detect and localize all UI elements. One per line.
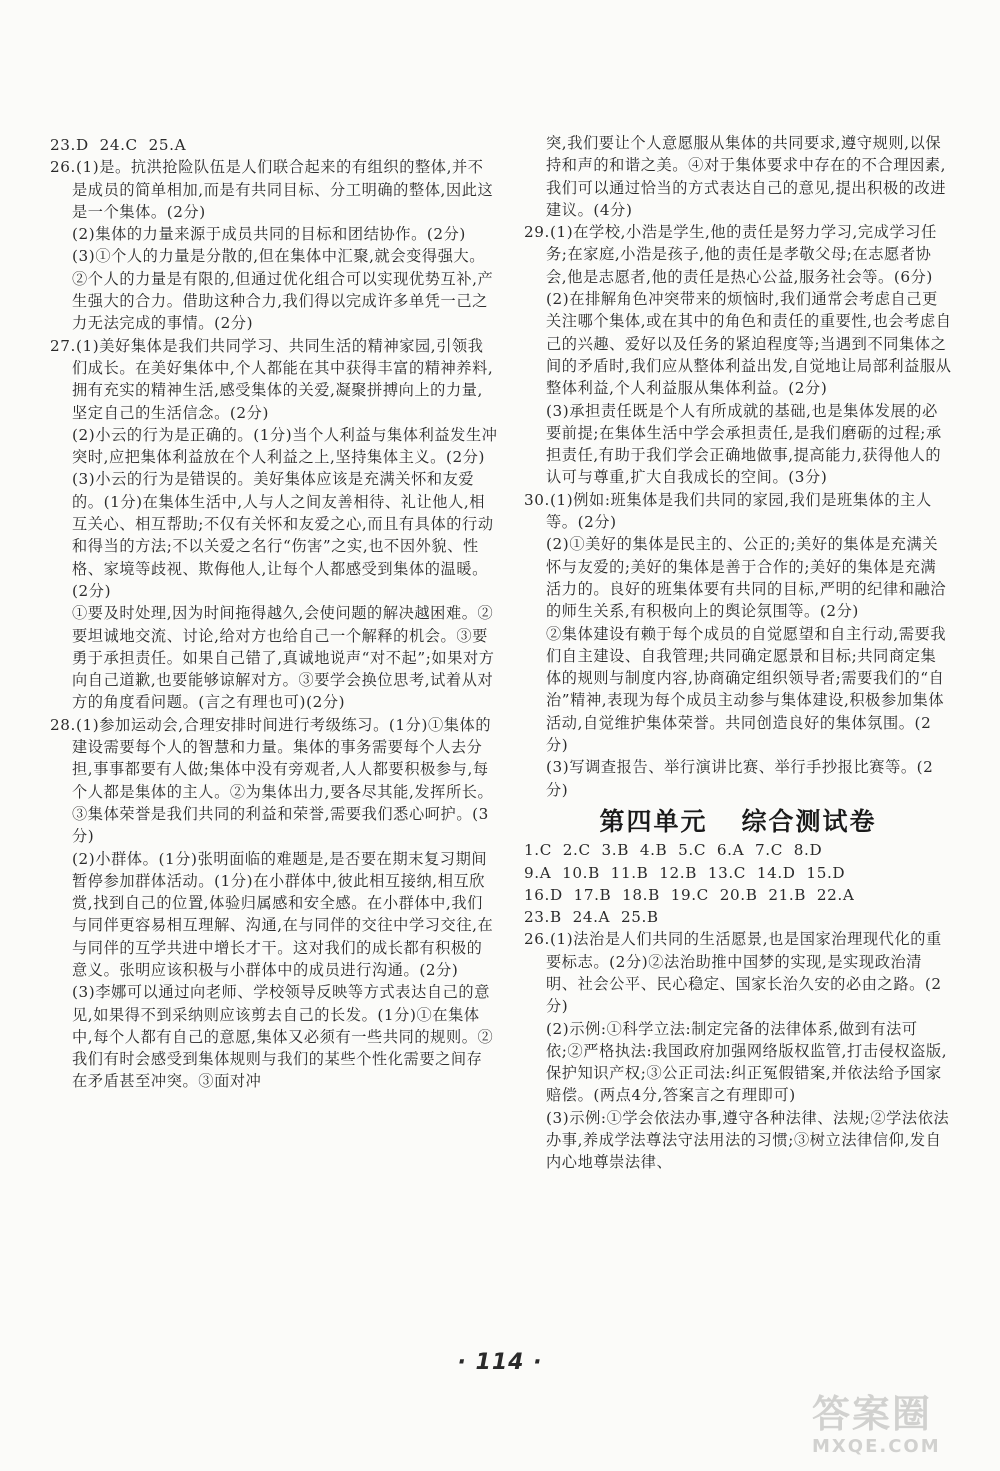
answer-row: 9.A 10.B 11.B 12.B 13.C 14.D 15.D	[524, 863, 846, 882]
answer-paragraph: (3)示例:①学会依法办事,遵守各种法律、法规;②学法依法办事,养成学法尊法守法用法的习惯;③树立法律信仰,发自内心地尊崇法律、	[546, 1108, 950, 1172]
answer-paragraph: ①要及时处理,因为时间拖得越久,会使问题的解决越困难。②要坦诚地交流、讨论,给对方也给自己一个解释的机会。③要勇于承担责任。如果自己错了,真诚地说声“对不起”;如果对方向自己道歉,也要能够谅解对方。③要学会换位思考,试着从对方的角度看问题。(言之有理也可)(2分)	[72, 604, 495, 712]
answer-paragraph: (2)小群体。(1分)张明面临的难题是,是否要在期末复习期间暂停参加群体活动。(1分)在小群体中,彼此相互接纳,相互欣赏,找到自己的位置,体验归属感和安全感。在小群体中,我们与同伴更容易相互理解、沟通,在与同伴的交往中学习交往,在与同伴的互学共进中增长才干。这对我们的成长都有积极的意义。张明应该积极与小群体中的成员进行沟通。(2分)	[72, 849, 494, 979]
answer-paragraph: (2)集体的力量来源于成员共同的目标和团结协作。(2分)	[72, 225, 466, 244]
right-column-answers-2	[524, 928, 952, 1173]
answer-paragraph: (3)小云的行为是错误的。美好集体应该是充满关怀和友爱的。(1分)在集体生活中,人与人之间友善相待、礼让他人,相互关心、相互帮助;不仅有关怀和友爱之心,而且有具体的行动和得当的方法;不以关爱之名行“伤害”之实,也不因外貌、性格、家境等歧视、欺侮他人,让每个人都感受到集体的温暖。(2分)	[72, 470, 494, 600]
right-column	[524, 132, 952, 1174]
unit-title	[524, 806, 952, 836]
answer-paragraph: ②集体建设有赖于每个成员的自觉愿望和自主行动,需要我们自主建设、自我管理;共同确定愿景和目标;共同商定集体的规则与制度内容,协商确定组织领导者;需要我们的“自治”精神,表现为每个成员主动参与集体建设,积极参加集体活动,自觉维护集体荣誉。共同创造良好的集体氛围。(2分)	[546, 624, 947, 755]
multiple-choice-answers	[524, 839, 952, 928]
right-column-answers	[524, 132, 952, 801]
unit-title-part2: 综合测试卷	[741, 806, 877, 836]
answer-row: 1.C 2.C 3.B 4.B 5.C 6.A 7.C 8.D	[524, 841, 823, 860]
watermark-logo: 答案圈	[812, 1392, 933, 1436]
answer-row: 23.B 24.A 25.B	[524, 908, 659, 927]
watermark	[812, 1392, 992, 1464]
answer-paragraph: 23.D 24.C 25.A	[50, 136, 187, 154]
answer-row: 16.D 17.B 18.B 19.C 20.B 21.B 22.A	[524, 885, 855, 904]
answer-paragraph: (3)写调查报告、举行演讲比赛、举行手抄报比赛等。(2分)	[546, 758, 934, 799]
answer-paragraph: (3)承担责任既是个人有所成就的基础,也是集体发展的必要前提;在集体生活中学会承担责任,是我们磨砺的过程;承担责任,有助于我们学会正确地做事,提高能力,获得他人的认可与尊重,扩大自我成长的空间。(3分)	[546, 401, 942, 487]
answer-paragraph: (2)在排解角色冲突带来的烦恼时,我们通常会考虑自己更关注哪个集体,或在其中的角色和责任的重要性,也会考虑自己的兴趣、爱好以及任务的紧迫程度等;当遇到不同集体之间的矛盾时,我们应从整体利益出发,自觉地让局部利益服从整体利益,个人利益服从集体利益。(2分)	[546, 290, 952, 398]
watermark-url: MXQE.COM	[812, 1436, 941, 1457]
unit-title-part1: 第四单元	[599, 806, 708, 836]
left-column	[50, 134, 498, 1093]
answer-paragraph: (3)①个人的力量是分散的,但在集体中汇聚,就会变得强大。②个人的力量是有限的,但通过优化组合可以实现优势互补,产生强大的合力。借助这种合力,我们得以完成许多单凭一己之力无法完成的事情。(2分)	[72, 247, 494, 333]
answer-paragraph: 27.(1)美好集体是我们共同学习、共同生活的精神家园,引领我们成长。在美好集体中,个人都能在其中获得丰富的精神养料,拥有充实的精神生活,感受集体的关爱,凝聚拼搏向上的力量,坚定自己的生活信念。(2分)	[50, 336, 494, 422]
answer-paragraph: (2)小云的行为是正确的。(1分)当个人利益与集体利益发生冲突时,应把集体利益放在个人利益之上,坚持集体主义。(2分)	[72, 425, 498, 467]
answer-paragraph: 突,我们要让个人意愿服从集体的共同要求,遵守规则,以保持和声的和谐之美。④对于集体要求中存在的不合理因素,我们可以通过恰当的方式表达自己的意见,提出积极的改进建议。(4分)	[546, 134, 947, 219]
answer-paragraph: (2)①美好的集体是民主的、公正的;美好的集体是充满关怀与友爱的;美好的集体是善于合作的;美好的集体是充满活力的。良好的班集体要有共同的目标,严明的纪律和融洽的师生关系,有积极向上的舆论氛围等。(2分)	[546, 535, 947, 621]
answer-paragraph: (2)示例:①科学立法:制定完备的法律体系,做到有法可依;②严格执法:我国政府加强网络版权监管,打击侵权盗版,保护知识产权;③公正司法:纠正冤假错案,并依法给予国家赔偿。(两点4分,答案言之有理即可)	[546, 1019, 948, 1105]
page-number: · 114 ·	[457, 1350, 543, 1375]
answer-paragraph: 28.(1)参加运动会,合理安排时间进行考级练习。(1分)①集体的建设需要每个人的智慧和力量。集体的事务需要每个人去分担,事事都要有人做;集体中没有旁观者,人人都要积极参与,每个人都是集体的主人。②为集体出力,要各尽其能,发挥所长。③集体荣誉是我们共同的利益和荣誉,需要我们悉心呵护。(3分)	[50, 715, 494, 846]
answer-paragraph: 30.(1)例如:班集体是我们共同的家园,我们是班集体的主人等。(2分)	[524, 490, 932, 532]
answer-paragraph: 26.(1)法治是人们共同的生活愿景,也是国家治理现代化的重要标志。(2分)②法治助推中国梦的实现,是实现政治清明、社会公平、民心稳定、国家长治久安的必由之路。(2分)	[524, 930, 942, 1016]
answer-paragraph: (3)李娜可以通过向老师、学校领导反映等方式表达自己的意见,如果得不到采纳则应该剪去自己的长发。(1分)①在集体中,每个人都有自己的意愿,集体又必须有一些共同的规则。②我们有时会感受到集体规则与我们的某些个性化需要之间存在矛盾甚至冲突。③面对冲	[72, 983, 494, 1091]
answer-paragraph: 29.(1)在学校,小浩是学生,他的责任是努力学习,完成学习任务;在家庭,小浩是孩子,他的责任是孝敬父母;在志愿者协会,他是志愿者,他的责任是热心公益,服务社会等。(6分)	[524, 223, 937, 286]
answer-paragraph: 26.(1)是。抗洪抢险队伍是人们联合起来的有组织的整体,并不是成员的简单相加,而是有共同目标、分工明确的整体,因此这是一个集体。(2分)	[50, 158, 494, 221]
